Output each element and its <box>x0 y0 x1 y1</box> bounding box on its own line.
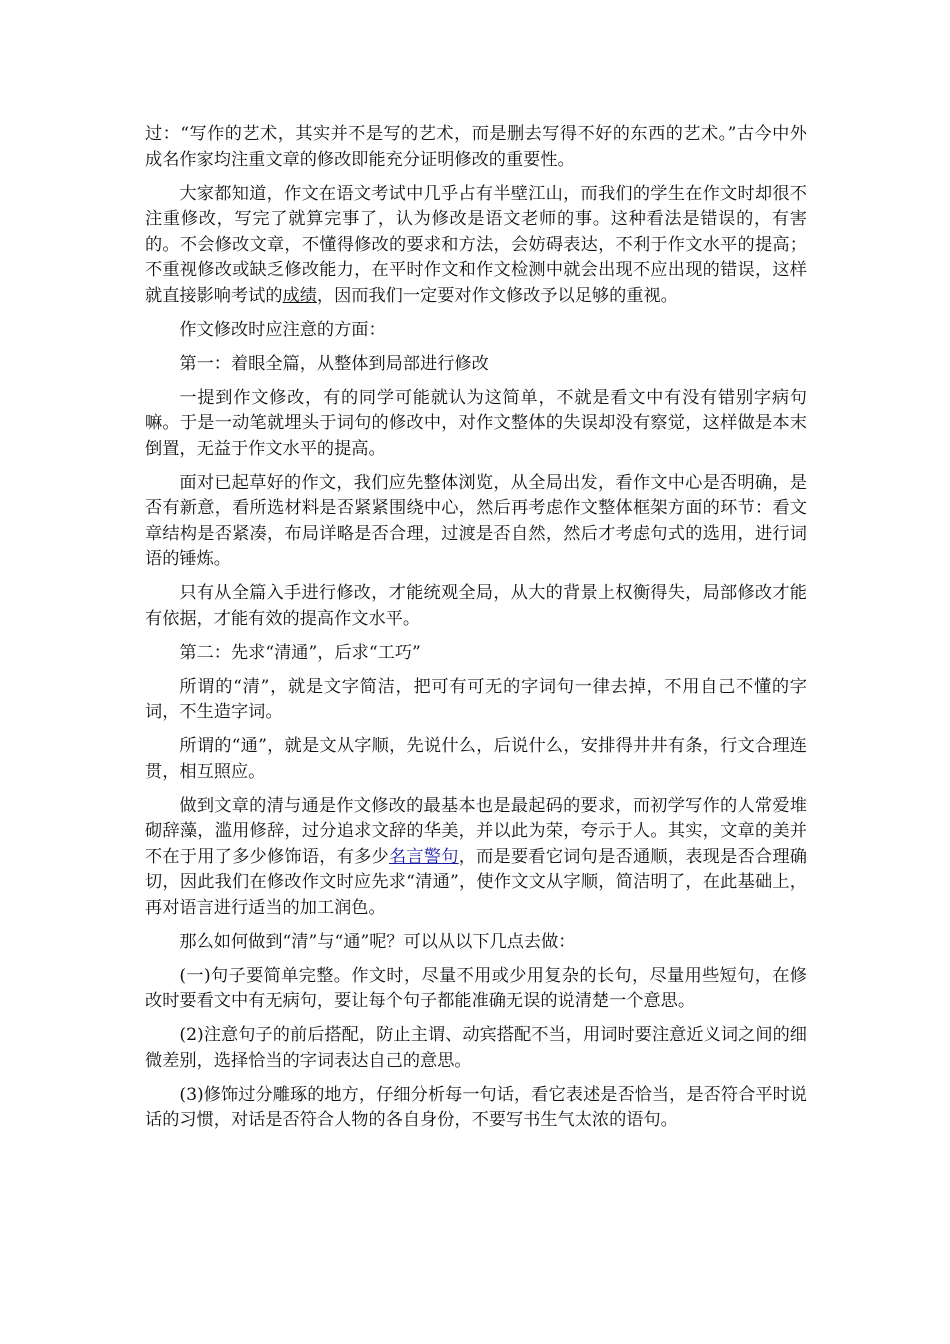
link-chengji[interactable]: 成绩 <box>282 285 317 306</box>
paragraph-tong-definition: 所谓的“通”，就是文从字顺，先说什么，后说什么，安排得井井有条，行文合理连贯，相互照应。 <box>145 736 807 782</box>
paragraph-how-to: 那么如何做到“清”与“通”呢？可以从以下几点去做： <box>179 931 576 952</box>
paragraph-global-view: 只有从全篇入手进行修改，才能统观全局，从大的背景上权衡得失，局部修改才能有依据，才能有效的提高作文水平。 <box>145 583 807 629</box>
paragraph-importance-of-revision <box>145 182 807 310</box>
list-item-1: (一)句子要简单完整。作文时，尽量不用或少用复杂的长句，尽量用些短句，在修改时要看文中有无病句，要让每个句子都能准确无误的说清楚一个意思。 <box>145 965 807 1011</box>
paragraph-whole-first: 一提到作文修改，有的同学可能就认为这简单，不就是看文中有没有错别字病句嘛。于是一动笔就埋头于词句的修改中，对作文整体的失误却没有察觉，这样做是本末倒置，无益于作文水平的提高。 <box>145 387 807 459</box>
paragraph-aspects-heading: 作文修改时应注意的方面： <box>179 319 386 340</box>
paragraph-text-after-link: ，因而我们一定要对作文修改予以足够的重视。 <box>316 285 678 306</box>
paragraph-text-after-link: ，而是要看它词句是否通顺，表现是否合理确切，因此我们在修改作文时应先求“清通”，使作文文从字顺，简洁明了，在此基础上，再对语言进行适当的加工润色。 <box>145 846 807 918</box>
paragraph-quote-conclusion: 过：“写作的艺术，其实并不是写的艺术，而是删去写得不好的东西的艺术。”古今中外成名作家均注重文章的修改即能充分证明修改的重要性。 <box>145 124 807 170</box>
document-body <box>145 122 807 1134</box>
list-item-3: (3)修饰过分雕琢的地方，仔细分析每一句话，看它表述是否恰当，是否符合平时说话的习惯，对话是否符合人物的各自身份，不要写书生气太浓的语句。 <box>145 1084 807 1130</box>
paragraph-text-before-link: 做到文章的清与通是作文修改的最基本也是最起码的要求，而初学写作的人常爱堆砌辞藻，滥用修辞，过分追求文辞的华美，并以此为荣，夸示于人。其实，文章的美并不在于用了多少修饰语，有多少 <box>145 795 807 867</box>
paragraph-basic-requirement <box>145 794 807 922</box>
link-mingyan-jingju[interactable]: 名言警句 <box>388 846 459 867</box>
paragraph-overview: 面对已起草好的作文，我们应先整体浏览，从全局出发，看作文中心是否明确，是否有新意，看所选材料是否紧紧围绕中心，然后再考虑作文整体框架方面的环节：看文章结构是否紧凑，布局详略是否合理，过渡是否自然，然后才考虑句式的选用，进行词语的锤炼。 <box>145 472 807 569</box>
list-item-2: (2)注意句子的前后搭配，防止主谓、动宾搭配不当，用词时要注意近义词之间的细微差别，选择恰当的字词表达自己的意思。 <box>145 1025 807 1071</box>
section-heading-second: 第二：先求“清通”，后求“工巧” <box>179 642 421 663</box>
section-heading-first: 第一：着眼全篇，从整体到局部进行修改 <box>179 353 489 374</box>
paragraph-qing-definition: 所谓的“清”，就是文字简洁，把可有可无的字词句一律去掉，不用自己不懂的字词，不生造字词。 <box>145 676 807 722</box>
paragraph-text-before-link: 大家都知道，作文在语文考试中几乎占有半壁江山，而我们的学生在作文时却很不注重修改，写完了就算完事了，认为修改是语文老师的事。这种看法是错误的，有害的。不会修改文章，不懂得修改的要求和方法，会妨碍表达，不利于作文水平的提高；不重视修改或缺乏修改能力，在平时作文和作文检测中就会出现不应出现的错误，这样就直接影响考试的 <box>145 183 807 306</box>
